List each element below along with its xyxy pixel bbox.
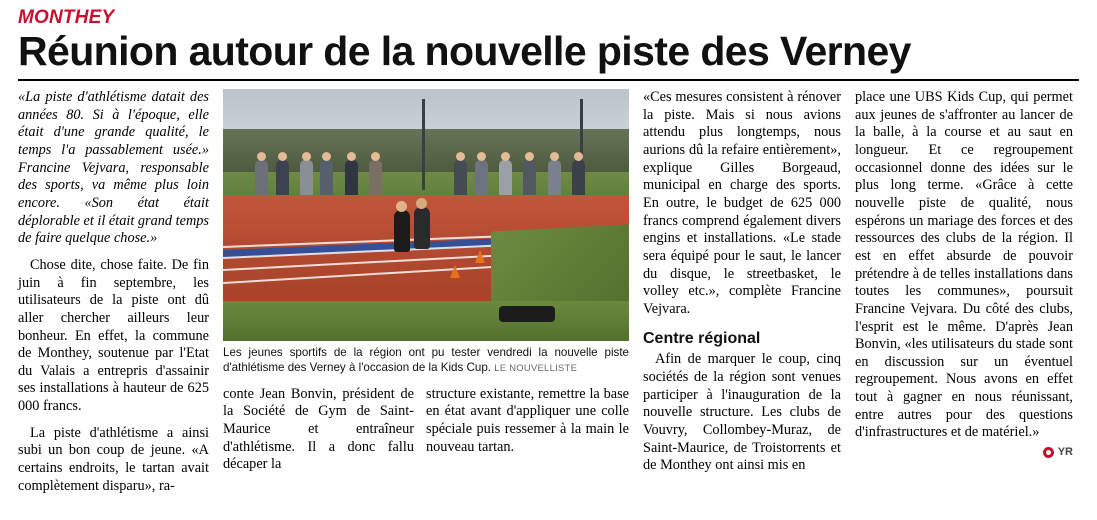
header-divider — [18, 79, 1079, 81]
photo-runner — [394, 210, 410, 252]
text-column-2a — [223, 386, 426, 474]
photo-runner — [414, 207, 430, 249]
photo-wrap — [223, 89, 629, 341]
photo-spectator — [369, 160, 382, 200]
paragraph: Chose dite, chose faite. De fin juin à fin septembre, les utilisateurs de la piste ont dû aller chercher ailleurs leur bonheur. En effet, la commune de Monthey, soutenue par l'Etat du Valais a entrepris d'assainir ses installations à hauteur de 625 000 francs. — [18, 256, 209, 415]
paragraph: «La piste d'athlétisme datait des années 80. Si à l'époque, elle était d'une grande qualité, le temps l'a passablement usée.» Francine Vejvara, responsable des sports, va même plus loin encore. «Son état était déplorable et il était grand temps de faire quelque chose.» — [18, 88, 209, 247]
photo-column — [223, 89, 643, 495]
photo-spectator — [523, 160, 536, 200]
text-column-3 — [643, 89, 855, 495]
paragraph: «Ces mesures consistent à rénover la piste. Mais si nous avions attendu plus longtemps, nous aurions dû la refaire entièrement», explique Gilles Borgeaud, municipal en charge des sports. En outre, le budget de 625 000 francs comprend également divers engins et installations. «Le stade sera équipé pour le saut, le lancer du disque, le streetbasket, le volley etc.», complète Francine Vejvara. — [643, 88, 841, 317]
photo-spectator — [454, 160, 467, 200]
text-column-1 — [18, 89, 223, 495]
paragraph: place une UBS Kids Cup, qui permet aux jeunes de s'affronter au lancer de la balle, à la course et au saut en longueur. Et ce regroupement occasionnel donne des idées sur le plus long terme. «Grâce à cette nouvelle piste de qualité, nous espérons un mariage des forces et des ressources des clubs de la région. Il est en effet absurde de pouvoir prétendre à de telles installations dans toutes les communes», poursuit Francine Vejvara. Du côté des clubs, l'esprit est le même. D'après Jean Bonvin, «les utilisateurs du stade sont en discussion sur un éventuel regroupement. Nous avons en effet tout à gagner en nous réunissant, entre autres pour des questions d'infrastructures et de matériel.» — [855, 88, 1073, 441]
paragraph: Afin de marquer le coup, cinq sociétés de la région sont venues participer à l'inauguration de la nouvelle structure. Les clubs de Vouvry, Collombey-Muraz, de Saint-Maurice, de Troistorrents et de Monthey ont ainsi mis en — [643, 351, 841, 474]
photo-spectator — [300, 160, 313, 200]
page-title: Réunion autour de la nouvelle piste des Verney — [18, 27, 911, 74]
paragraph: conte Jean Bonvin, président de la Société de Gym de Saint-Maurice et entraîneur d'athlétisme. Il a donc fallu décaper la — [223, 385, 414, 473]
photo-spectator — [276, 160, 289, 200]
photo-cone — [450, 265, 460, 278]
byline-bullet-icon — [1043, 447, 1054, 458]
paragraph: La piste d'athlétisme a ainsi subi un bon coup de jeune. «A certains endroits, le tartan avait complètement disparu», ra- — [18, 424, 209, 494]
text-column-2b — [426, 386, 629, 474]
byline — [1043, 446, 1073, 460]
photo-spectator — [255, 160, 268, 200]
text-column-4 — [855, 89, 1073, 495]
photo-spectator — [345, 160, 358, 200]
photo-spectator — [320, 160, 333, 200]
photo-caption — [223, 346, 629, 376]
byline-initials: YR — [1057, 446, 1073, 459]
photo-spectator — [475, 160, 488, 200]
photo-sports-bag — [499, 306, 555, 322]
photo-grass-bottom — [223, 301, 629, 341]
article-kicker: MONTHEY — [18, 7, 115, 28]
article-columns — [18, 89, 1079, 495]
article-photo — [223, 89, 629, 341]
section-subhead: Centre régional — [643, 329, 761, 347]
photo-cone — [475, 250, 485, 263]
photo-light-pole — [422, 99, 425, 190]
photo-spectator — [572, 160, 585, 200]
photo-spectator — [548, 160, 561, 200]
photo-column-body — [223, 386, 629, 474]
photo-credit: LE NOUVELLISTE — [494, 361, 578, 373]
paragraph: structure existante, remettre la base en état avant d'appliquer une colle spéciale puis ressemer à la main le nouveau tartan. — [426, 385, 629, 455]
photo-spectator — [499, 160, 512, 200]
photo-caption-text: Les jeunes sportifs de la région ont pu tester vendredi la nouvelle piste d'athlétisme des Verney à l'occasion de la Kids Cup. — [223, 345, 629, 374]
